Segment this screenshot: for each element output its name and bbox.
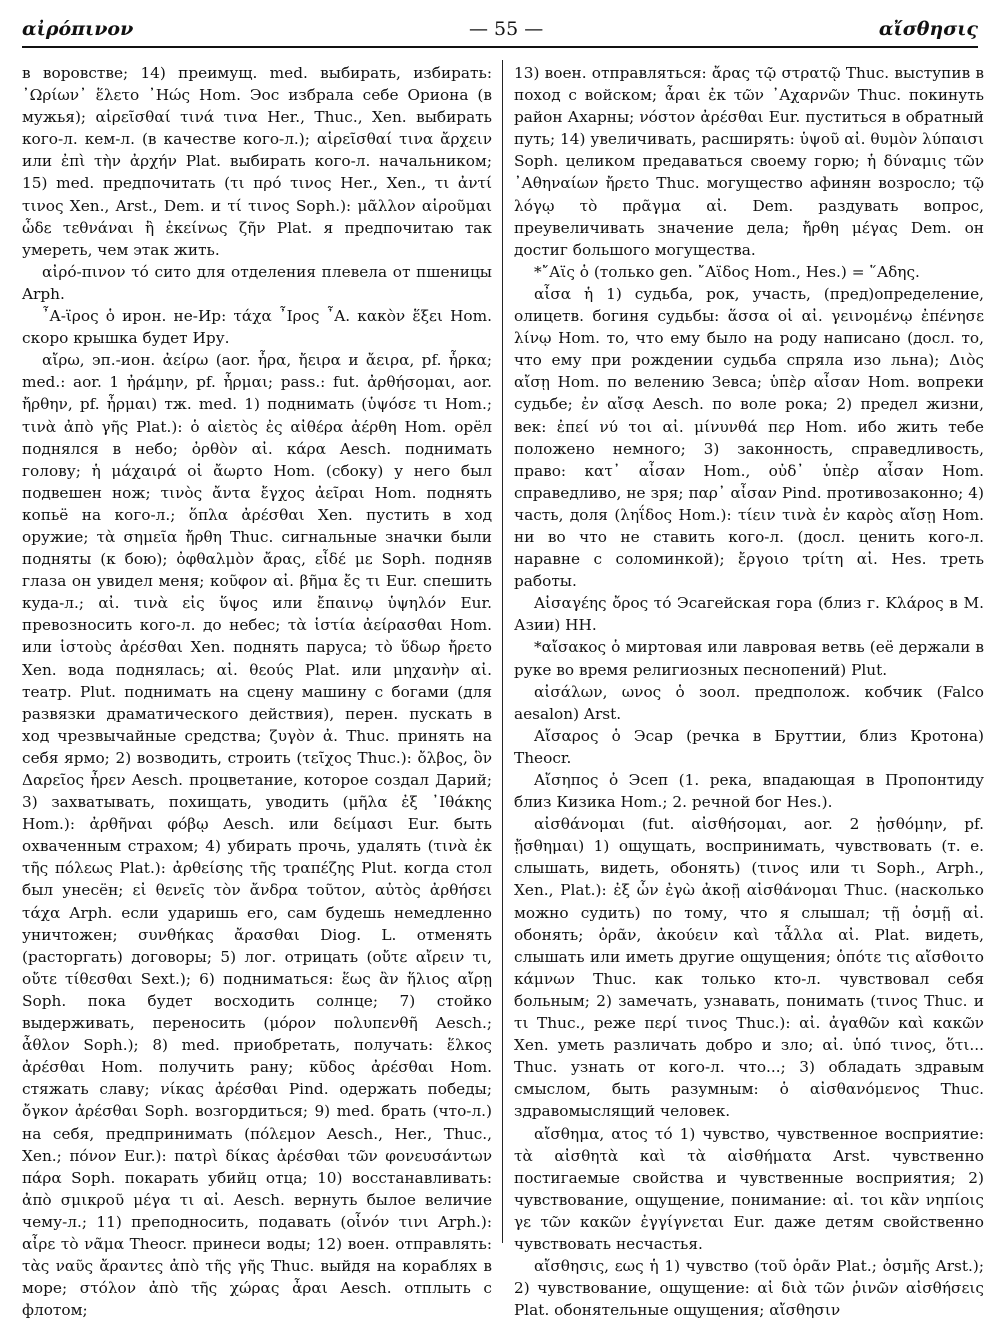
left-column	[22, 62, 492, 1320]
dictionary-entry: Αἴσηπος ὁ Эсеп (1. река, впадающая в Пропонтиду близ Кизика Hom.; 2. речной бог Hes.).	[514, 771, 984, 812]
dictionary-entry: αἶσα ἡ 1) судьба, рок, участь, (пред)определение, олицетв. богиня судьбы: ἅσσα οἱ αἰ. γεινομένῳ ἐπένησε λίνῳ Hom. то, что ему было на роду написано (досл. то, что ему при рождении судьба спряла изо льна); Διὸς αἴσῃ Hom. по велению Зевса; ὑπὲρ αἶσαν Hom. вопреки судьбе; ἐν αἴσᾳ Aesch. по воле рока; 2) предел жизни, век: ἐπεί νύ τοι αἰ. μίνυνθά περ Hom. ибо жить тебе положено немного; 3) законность, справедливость, право: κατ᾽ αἶσαν Hom., οὐδ᾽ ὑπὲρ αἶσαν Hom. справедливо, не зря; παρ᾽ αἶσαν Pind. противозаконно; 4) часть, доля (ληΐδος Hom.): τίειν τινὰ ἐν καρὸς αἴσῃ Hom. ни во что не ставить кого-л. (досл. ценить кого-л. наравне с соломинкой); ἔργοιο τρίτη αἰ. Hes. треть работы.	[514, 284, 984, 591]
dictionary-entry: αἰρό-πινον τό сито для отделения плевела от пшеницы Arph.	[22, 262, 492, 303]
dictionary-entry: ῏Α-ϊρος ὁ ирон. не-Ир: τάχα ῏Ιρος ῏Α. κακὸν ἕξει Hom. скоро крышка будет Иру.	[22, 307, 492, 348]
page-header	[22, 14, 978, 44]
dictionary-entry: Αἰσαγέης ὄρος τό Эсагейская гора (близ г. Κλάρος в М. Азии) HH.	[514, 594, 984, 635]
entry-continuation: в воровстве; 14) преимущ. med. выбирать, избирать: ᾽Ωρίων᾽ ἕλετο ᾽Ηώς Hom. Эос избрала себе Ориона (в мужья); αἱρεῖσθαί τινά τινα Her., Thuc., Xen. выбирать кого-л. кем-л. (в качестве кого-л.); αἱρεῖσθαί τινα ἄρχειν или ἐπὶ τὴν ἀρχήν Plat. выбирать кого-л. начальником; 15) med. предпочитать (τι πρό τινος Her., Xen., τι ἀντί τινος Xen., Arst., Dem. и τί τινος Soph.): μᾶλλον αἱροῦμαι ὧδε τεθνάναι ἢ ἐκείνως ζῆν Plat. я предпочитаю так умереть, чем этак жить.	[22, 64, 492, 259]
header-rule	[22, 46, 978, 48]
dictionary-entry: Αἴσαρος ὁ Эсар (речка в Бруттии, близ Кротона) Theocr.	[514, 726, 984, 767]
dictionary-entry: αἴσθησις, εως ἡ 1) чувство (τοῦ ὁρᾶν Plat.; ὀσμῆς Arst.); 2) чувствование, ощущение: αἱ διὰ τῶν ῥινῶν αἰσθήσεις Plat. обонятельные ощущения; αἴσθησιν	[514, 1257, 984, 1320]
dictionary-entry: αἰσάλων, ωνος ὁ зоол. предполож. кобчик (Falco aesalon) Arst.	[514, 682, 984, 723]
dictionary-entry: αἴσθημα, ατος τό 1) чувство, чувственное восприятие: τὰ αἰσθητὰ καὶ τὰ αἰσθήματα Arst. чувственно постигаемые свойства и чувственные восприятия; 2) чувствование, ощущение, понимание: αἰ. τοι κἂν νηπίοις γε τῶν κακῶν ἐγγίγνεται Eur. даже детям свойственно чувствовать несчастья.	[514, 1124, 984, 1253]
dictionary-entry: *αἴσακος ὁ миртовая или лавровая ветвь (её держали в руке во время религиозных песнопений) Plut.	[514, 638, 984, 679]
dictionary-entry: αἰσθάνομαι (fut. αἰσθήσομαι, aor. 2 ᾐσθόμην, pf. ᾔσθημαι) 1) ощущать, воспринимать, чувствовать (т. е. слышать, видеть, обонять) (τινος или τι Soph., Arph., Xen., Plat.): ἐξ ὧν ἐγὼ ἀκοῇ αἰσθάνομαι Thuc. (насколько можно судить) по тому, что я слышал; τῇ ὀσμῇ αἰ. обонять; ὁρᾶν, ἀκούειν καὶ τἆλλα αἰ. Plat. видеть, слышать или иметь другие ощущения; ὁπότε τις αἴσθοιτο κάμνων Thuc. как только кто-л. чувствовал себя больным; 2) замечать, узнавать, понимать (τινος Thuc. и τι Thuc., реже περί τινος Thuc.): αἰ. ἀγαθῶν καὶ κακῶν Xen. уметь различать добро и зло; αἰ. ὑπό τινος, ὅτι... Thuc. узнать от кого-л. что...; 3) обладать здравым смыслом, быть разумным: ὁ αἰσθανόμενος Thuc. здравомыслящий человек.	[514, 815, 984, 1121]
entry-continuation: 13) воен. отправляться: ἄρας τῷ στρατῷ Thuc. выступив в поход с войском; ἆραι ἐκ τῶν ᾽Αχαρνῶν Thuc. покинуть район Ахарны; νόστον ἀρέσθαι Eur. пуститься в обратный путь; 14) увеличивать, расширять: ὑψοῦ αἰ. θυμὸν λύπαισι Soph. целиком предаваться своему горю; ἡ δύναμις τῶν ᾽Αθηναίων ἤρετο Thuc. могущество афинян возросло; τῷ λόγῳ τὸ πρᾶγμα αἰ. Dem. раздувать вопрос, преувеличивать значение дела; ἤρθη μέγας Dem. он достиг большого могущества.	[514, 64, 984, 259]
dictionary-entry: *῎Αϊς ὁ (только gen. ῎Αϊδος Hom., Hes.) = ῞Αδης.	[534, 262, 920, 281]
header-left-headword: αἰρόπινον	[22, 18, 134, 40]
column-divider	[502, 60, 503, 1243]
right-column	[514, 62, 984, 1320]
dictionary-entry: αἴρω, эп.-ион. ἀείρω (aor. ἦρα, ἤειρα и ἄειρα, pf. ἦρκα; med.: aor. 1 ἠράμην, pf. ἦρμαι; pass.: fut. ἀρθήσομαι, aor. ἤρθην, pf. ἦρμαι) тж. med. 1) поднимать (ὑψόσε τι Hom.; τινὰ ἀπὸ γῆς Plat.): ὁ αἰετὸς ἐς αἰθέρα ἀέρθη Hom. орёл поднялся в небо; ὀρθὸν αἰ. κάρα Aesch. поднимать голову; ἡ μάχαιρά οἱ ἄωρτο Hom. (сбоку) у него был подвешен нож; τινὸς ἄντα ἔγχος ἀεῖραι Hom. поднять копьё на кого-л.; ὅπλα ἀρέσθαι Xen. пустить в ход оружие; τὰ σημεῖα ἤρθη Thuc. сигнальные значки были подняты (к бою); ὀφθαλμὸν ἄρας, εἶδέ με Soph. подняв глаза он увидел меня; κοῦφον αἰ. βῆμα ἔς τι Eur. спешить куда-л.; αἰ. τινὰ εἰς ὕψος или ἔπαινῳ ὑψηλόν Eur. превозносить кого-л. до небес; τὰ ἱστία ἀείρασθαι Hom. или ἱστοὺς ἀρέσθαι Xen. поднять паруса; τὸ ὕδωρ ἤρετο Xen. вода поднялась; αἰ. θεούς Plat. или μηχανὴν αἰ. театр. Plut. поднимать на сцену машину с богами (для развязки драматического действия), перен. пускать в ход чрезвычайные средства; ζυγὸν ἀ. Thuc. принять на себя ярмо; 2) возводить, строить (τεῖχος Thuc.): ὄλβος, ὃν Δαρεῖος ἦρεν Aesch. процветание, которое создал Дарий; 3) захватывать, похищать, уводить (μῆλα ἐξ ᾽Ιθάκης Hom.): ἀρθῆναι φόβῳ Aesch. или δείμασι Eur. быть охваченным страхом; 4) убирать прочь, удалять (τινὰ ἐκ τῆς πόλεως Plat.): ἀρθείσης τῆς τραπέζης Plut. когда стол был унесён; εἰ θενεῖς τὸν ἄνδρα τοῦτον, αὐτὸς ἀρθήσει τάχα Arph. если ударишь его, сам будешь немедленно уничтожен; συνθήκας ἄρασθαι Diog. L. отменять (расторгать) договоры; 5) лог. отрицать (οὔτε αἴρειν τι, οὔτε τίθεσθαι Sext.); 6) подниматься: ἕως ἂν ἥλιος αἴρῃ Soph. пока будет восходить солнце; 7) стойко выдерживать, переносить (μόρον πολυπενθῆ Aesch.; ἆθλον Soph.); 8) med. приобретать, получать: ἕλκος ἀρέσθαι Hom. получить рану; κῦδος ἀρέσθαι Hom. стяжать славу; νίκας ἀρέσθαι Pind. одержать победы; ὄγκον ἀρέσθαι Soph. возгордиться; 9) med. брать (что-л.) на себя, предпринимать (πόλεμον Aesch., Her., Thuc., Xen.; πόνον Eur.): πατρὶ δίκας ἀρέσθαι τῶν φονευσάντων πάρα Soph. покарать убийц отца; 10) восстанавливать: ἀπὸ σμικροῦ μέγα τι αἰ. Aesch. вернуть былое величие чему-л.; 11) преподносить, подавать (οἶνόν τινι Arph.): αἶρε τὸ νᾶμα Theocr. принеси воды; 12) воен. отправлять: τὰς ναῦς ἄραντες ἀπὸ τῆς γῆς Thuc. выйдя на кораблях в море; στόλον ἀπὸ τῆς χώρας ἆραι Aesch. отплыть с флотом;	[22, 351, 492, 1320]
page-number: — 55 —	[468, 18, 544, 40]
header-right-headword: αἴσθησις	[878, 18, 978, 40]
